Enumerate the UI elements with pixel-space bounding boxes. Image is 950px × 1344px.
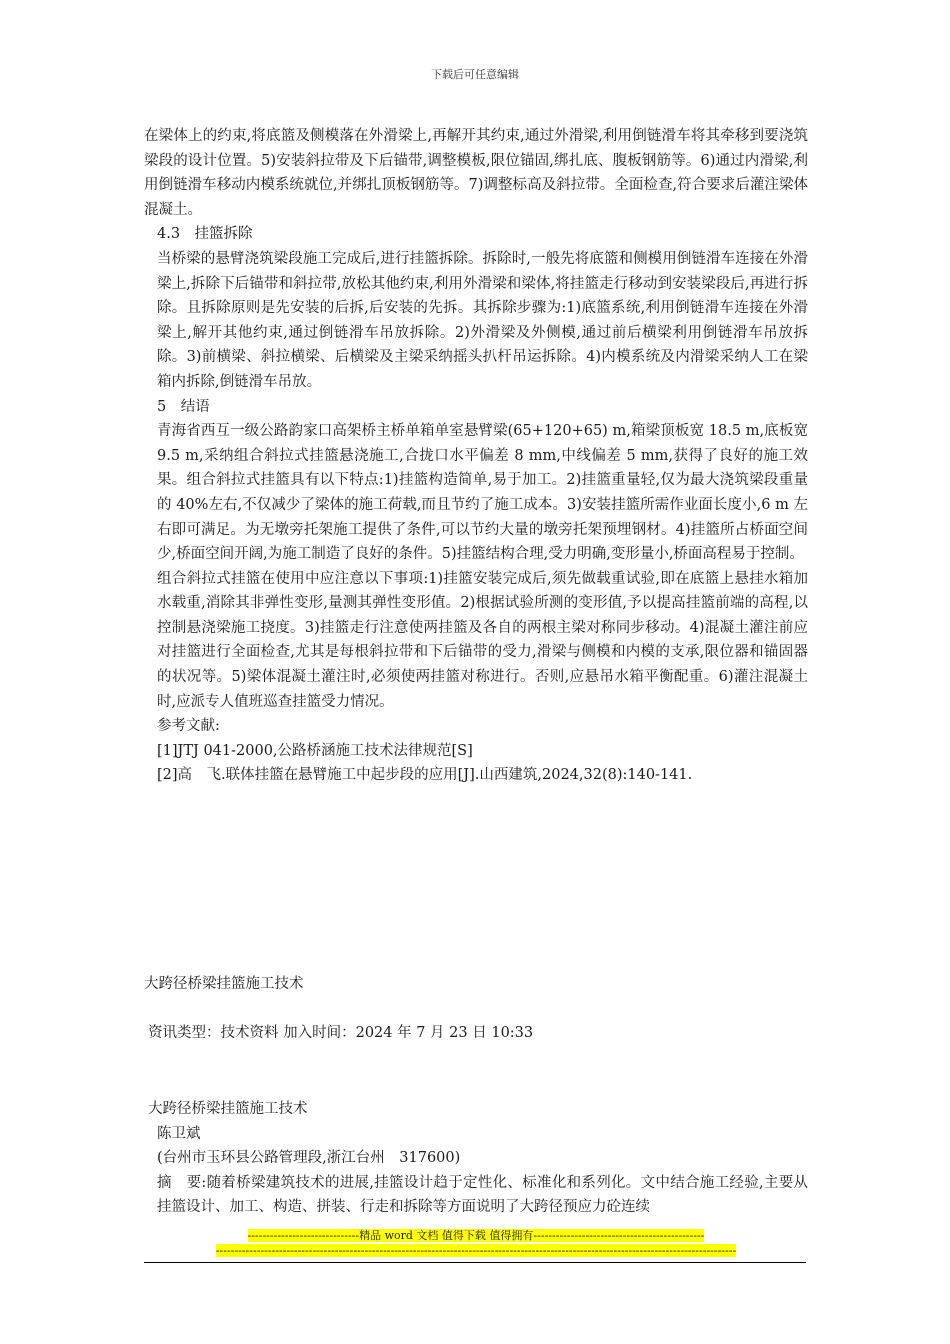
article-title: 大跨径桥梁挂篮施工技术 xyxy=(148,1101,308,1117)
section-heading-4-3: 4.3 挂篮拆除 xyxy=(157,226,253,243)
footer-banner xyxy=(144,1228,808,1258)
article-body xyxy=(144,1097,808,1220)
paragraph: 青海省西互一级公路韵家口高架桥主桥单箱单室悬臂梁(65+120+65) m,箱梁顶板宽 18.5 m,底板宽 9.5 m,采纳组合斜拉式挂篮悬浇施工,合拢口水平偏差 8 mm,中线偏差 5 mm,获得了良好的施工效果。组合斜拉式挂篮具有以下特点:1)挂篮构造简单,易于加工。2)挂篮重量轻,仅为最大浇筑梁段重量的 40%左右,不仅减少了梁体的施工荷载,而且节约了施工成本。3)安装挂篮所需作业面长度小,6 m 左右即可满足。为无墩旁托架施工提供了条件,可以节约大量的墩旁托架预埋钢材。4)挂篮所占桥面空间少,桥面空间开阔,为施工制造了良好的条件。5)挂篮结构合理,受力明确,变形量小,桥面高程易于控制。 xyxy=(157,423,808,563)
section-heading-5: 5 结语 xyxy=(157,398,210,415)
footer-divider xyxy=(144,1262,806,1263)
article-heading: 大跨径桥梁挂篮施工技术 xyxy=(144,976,304,992)
article-meta: 资讯类型：技术资料 加入时间：2024 年 7 月 23 日 10:33 xyxy=(148,1025,534,1041)
paragraph: 在梁体上的约束,将底篮及侧模落在外滑梁上,再解开其约束,通过外滑梁,利用倒链滑车将其牵移到要浇筑梁段的设计位置。5)安装斜拉带及下后锚带,调整模板,限位锚固,绑扎底、腹板钢筋等。6)通过内滑梁,利用倒链滑车移动内模系统就位,并绑扎顶板钢筋等。7)调整标高及斜拉带。全面检查,符合要求后灌注梁体混凝土。 xyxy=(144,128,808,218)
main-body xyxy=(144,124,808,788)
paragraph: 组合斜拉式挂篮在使用中应注意以下事项:1)挂篮安装完成后,须先做载重试验,即在底篮上悬挂水箱加水载重,消除其非弹性变形,量测其弹性变形值。2)根据试验所测的变形值,予以提高挂篮前端的高程,以控制悬浇梁施工挠度。3)挂篮走行注意使两挂篮及各自的两根主梁对称同步移动。4)混凝土灌注前应对挂篮进行全面检查,尤其是每根斜拉带和下后锚带的受力,滑梁与侧模和内模的支承,限位器和锚固器的状况等。5)梁体混凝土灌注时,必须使两挂篮对称进行。否则,应悬吊水箱平衡配重。6)灌注混凝土时,应派专人值班巡查挂篮受力情况。 xyxy=(157,570,808,710)
author: 陈卫斌 xyxy=(157,1125,201,1142)
reference-item: [1]JTJ 041-2000,公路桥涵施工技术法律规范[S] xyxy=(157,742,473,759)
reference-item: [2]高 飞.联体挂篮在悬臂施工中起步段的应用[J].山西建筑,2024,32(8):140-141. xyxy=(157,767,693,784)
paragraph: 当桥梁的悬臂浇筑梁段施工完成后,进行挂篮拆除。拆除时,一般先将底篮和侧模用倒链滑车连接在外滑梁上,拆除下后锚带和斜拉带,放松其他约束,利用外滑梁和梁体,将挂篮走行移动到安装梁段后,再进行拆除。且拆除原则是先安装的后拆,后安装的先拆。其拆除步骤为:1)底篮系统,利用倒链滑车连接在外滑梁上,解开其他约束,通过倒链滑车吊放拆除。2)外滑梁及外侧模,通过前后横梁利用倒链滑车吊放拆除。3)前横梁、斜拉横梁、后横梁及主梁采纳摇头扒杆吊运拆除。4)内模系统及内滑梁采纳人工在梁箱内拆除,倒链滑车吊放。 xyxy=(157,250,808,390)
page-header: 下载后可任意编辑 xyxy=(431,68,519,81)
footer-line: -------------------------------------------------------------------------------------------------------------------------------------------- xyxy=(215,1244,737,1257)
abstract: 摘 要:随着桥梁建筑技术的进展,挂篮设计趋于定性化、标准化和系列化。文中结合施工经验,主要从挂篮设计、加工、构造、拼装、行走和拆除等方面说明了大跨径预应力砼连续 xyxy=(157,1174,808,1216)
references-title: 参考文献: xyxy=(157,718,220,735)
affiliation: (台州市玉环县公路管理段,浙江台州 317600) xyxy=(157,1150,461,1167)
footer-line: ------------------------------精品 word 文档 值得下载 值得拥有---------------------------------------------- xyxy=(247,1229,705,1242)
